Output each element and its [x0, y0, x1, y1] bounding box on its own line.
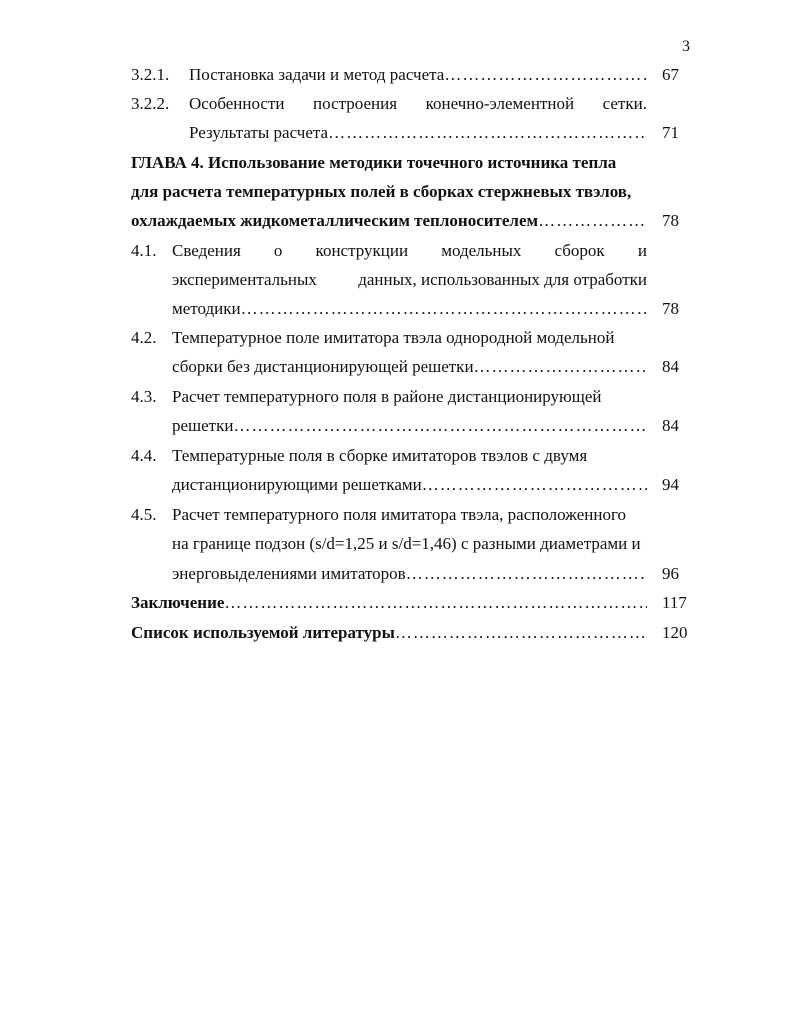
toc-entry-title-line1: Особенности построения конечно-элементной сетки.: [189, 94, 647, 113]
toc-entry-references[interactable]: [0, 620, 797, 646]
toc-chapter-4-cont2[interactable]: [0, 208, 797, 234]
toc-entry-4-1-cont1[interactable]: [0, 267, 797, 293]
toc-entry-title-line1: Температурное поле имитатора твэла однородной модельной: [172, 328, 615, 347]
chapter-title-line3: охлаждаемых жидкометаллическим теплоносителем ……………………………………………………………………………………………………………………………………………………: [131, 208, 647, 234]
toc-entry-title-line1: Расчет температурного поля имитатора твэла, расположенного: [172, 505, 626, 524]
toc-entry-title-line2: решетки ……………………………………………………………………………………………………………………………………………………: [172, 413, 647, 439]
toc-entry-number: 3.2.2.: [131, 94, 170, 113]
page-number: 3: [682, 38, 690, 55]
toc-entry-3-2-1[interactable]: [0, 62, 797, 88]
toc-page-number: 84: [662, 357, 679, 376]
toc-chapter-4[interactable]: [0, 150, 797, 176]
toc-entry-title: Постановка задачи и метод расчета ……………………………………………………………………………………………………………………………………………………: [189, 62, 647, 88]
toc-entry-4-5-cont2[interactable]: [0, 561, 797, 587]
toc-entry-number: 4.2.: [131, 328, 157, 347]
toc-entry-4-4[interactable]: [0, 443, 797, 469]
toc-entry-title: Список используемой литературы ……………………………………………………………………………………………………………………………………………………: [131, 620, 647, 646]
toc-page-number: 78: [662, 299, 679, 318]
toc-page-number: 94: [662, 475, 679, 494]
toc-entry-4-2[interactable]: [0, 325, 797, 351]
toc-entry-4-1[interactable]: [0, 238, 797, 264]
toc-entry-title-line2: на границе подзон (s/d=1,25 и s/d=1,46) с разными диаметрами и: [172, 534, 641, 553]
toc-entry-number: 4.5.: [131, 505, 157, 524]
toc-entry-4-2-cont[interactable]: [0, 354, 797, 380]
toc-page-number: 117: [662, 593, 687, 612]
toc-entry-title-line1: Расчет температурного поля в районе дистанционирующей: [172, 387, 602, 406]
toc-entry-title-line2: Результаты расчета ……………………………………………………………………………………………………………………………………………………: [189, 120, 647, 146]
toc-entry-4-3[interactable]: [0, 384, 797, 410]
toc-entry-title-line2: дистанционирующими решетками ……………………………………………………………………………………………………………………………………………………: [172, 472, 647, 498]
chapter-title-line1: ГЛАВА 4. Использование методики точечного источника тепла: [131, 153, 617, 172]
toc-page-number: 120: [662, 623, 688, 642]
toc-entry-title-line1: Сведения о конструкции модельных сборок и: [172, 241, 647, 260]
toc-entry-conclusion[interactable]: [0, 590, 797, 616]
toc-entry-title-line3: методики ……………………………………………………………………………………………………………………………………………………: [172, 296, 647, 322]
toc-entry-title-line3: энерговыделениями имитаторов ……………………………………………………………………………………………………………………………………………………: [172, 561, 647, 587]
toc-page-number: 84: [662, 416, 679, 435]
chapter-title-line2: для расчета температурных полей в сборках стержневых твэлов,: [131, 182, 632, 201]
toc-entry-number: 4.4.: [131, 446, 157, 465]
toc-page-number: 78: [662, 211, 679, 230]
toc-entry-4-5-cont1[interactable]: [0, 531, 797, 557]
toc-page-number: 67: [662, 65, 679, 84]
toc-entry-4-4-cont[interactable]: [0, 472, 797, 498]
toc-entry-number: 3.2.1.: [131, 65, 170, 84]
toc-entry-title: Заключение ……………………………………………………………………………………………………………………………………………………: [131, 590, 647, 616]
toc-entry-number: 4.1.: [131, 241, 157, 260]
toc-entry-title-line2: экспериментальных данных, использованных для отработки: [172, 270, 647, 289]
toc-entry-3-2-2-cont[interactable]: [0, 120, 797, 146]
toc-entry-number: 4.3.: [131, 387, 157, 406]
toc-entry-4-5[interactable]: [0, 502, 797, 528]
toc-chapter-4-cont1[interactable]: [0, 179, 797, 205]
toc-entry-4-3-cont[interactable]: [0, 413, 797, 439]
toc-page-number: 96: [662, 564, 679, 583]
toc-entry-4-1-cont2[interactable]: [0, 296, 797, 322]
toc-page-number: 71: [662, 123, 679, 142]
toc-entry-title-line1: Температурные поля в сборке имитаторов твэлов с двумя: [172, 446, 588, 465]
toc-entry-title-line2: сборки без дистанционирующей решетки ……………………………………………………………………………………………………………………………………………………: [172, 354, 647, 380]
toc-entry-3-2-2[interactable]: [0, 91, 797, 117]
